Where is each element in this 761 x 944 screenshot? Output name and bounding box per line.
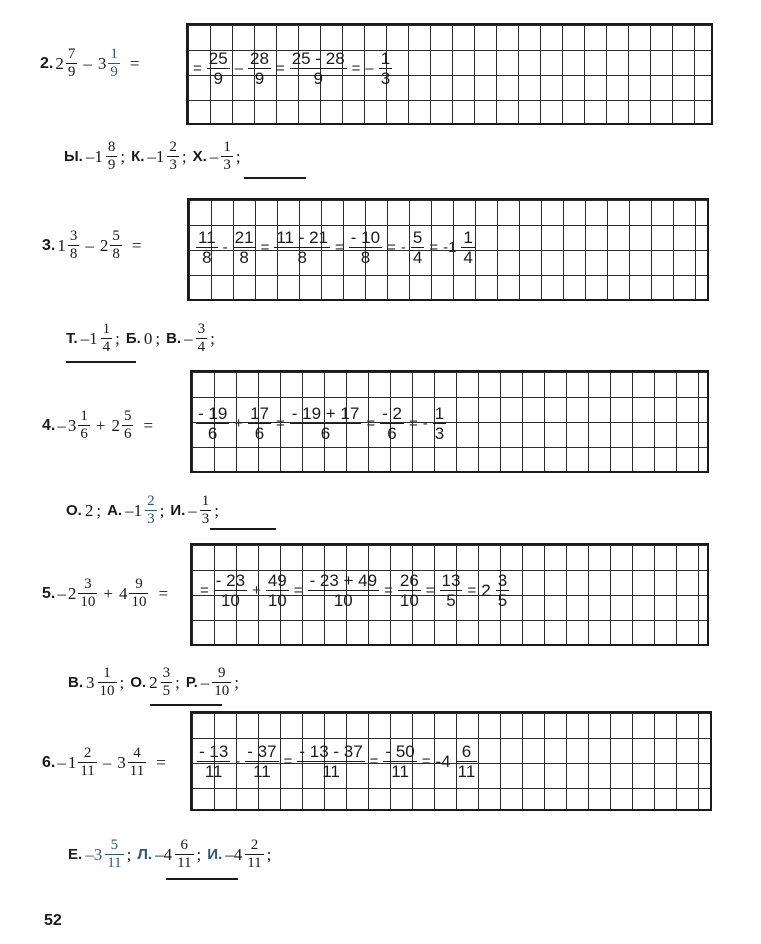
answer-underline [210,528,276,530]
fraction: $\frac{1}{6}$ [80,408,88,442]
handwritten-solution: $\frac{- 13}{11}$ - $\frac{- 37}{11}$ = $\frac{- 13 - 37}{11}$ = $\frac{- 50}{11}$ = -4 $\frac{6}{11}$ [199,742,476,781]
answer-options [68,666,239,699]
operator: – [83,53,92,73]
whole-part: 1 [57,235,66,255]
problem-2-expression [40,47,139,80]
option: И. –4 $\frac{2}{11}$ ; [207,837,272,871]
option-selected: И. – $\frac{1}{3}$ ; [170,493,219,527]
option: Б. 0 ; [125,328,161,348]
problem-number: 3. [42,236,56,254]
operator: + [103,583,113,603]
option-selected: Л. –4 $\frac{6}{11}$ ; [137,837,202,871]
fraction: $\frac{1}{9}$ [110,46,118,80]
whole-part: 3 [117,752,126,772]
operator: – [102,752,112,772]
option: В. – $\frac{3}{4}$ ; [166,321,215,355]
handwritten-solution: $\frac{- 19}{6}$ + $\frac{17}{6}$ = $\frac{- 19 + 17}{6}$ = $\frac{- 2}{6}$ = - $\frac{1}{3}$ [198,404,445,443]
answer-underline [244,177,306,179]
problem-number: 6. [42,753,56,771]
problem-number: 5. [42,584,56,602]
option-selected: О. 2 $\frac{3}{5}$ ; [130,665,180,699]
option: О. 2 ; [66,500,102,520]
option-selected: Т. –1 $\frac{1}{4}$ ; [66,321,120,355]
whole-part: 2 [67,583,77,603]
option: Р. – $\frac{9}{10}$ ; [185,665,239,699]
equals-sign: = [158,583,169,603]
sign: – [57,752,66,772]
answer-underline [166,878,238,880]
whole-part: 1 [67,752,77,772]
handwritten-solution: $\frac{11}{8}$ - $\frac{21}{8}$ = $\frac{11 - 21}{8}$ = $\frac{- 10}{8}$ = - $\frac{5}{4}$ = -1 $\frac{1}{4}$ [198,228,473,267]
sign: – [57,415,66,435]
equals-sign: = [131,235,142,255]
whole-part: 2 [99,235,109,255]
problem-5-expression [42,577,168,610]
equals-sign: = [129,53,140,73]
fraction: $\frac{7}{9}$ [67,46,76,80]
page-number: 52 [44,912,62,929]
answer-options [68,838,271,871]
problem-3-expression [42,229,141,262]
fraction: $\frac{4}{11}$ [129,745,145,779]
option: А. –1 $\frac{2}{3}$ ; [107,493,165,527]
handwritten-solution: = $\frac{25}{9}$ – $\frac{28}{9}$ = $\frac{25 - 28}{9}$ = – $\frac{1}{3}$ [193,49,391,88]
option: Е. –3 $\frac{5}{11}$ ; [68,837,132,871]
fraction: $\frac{2}{11}$ [80,745,95,779]
sign: – [57,583,66,603]
fraction: $\frac{5}{6}$ [123,408,132,442]
problem-number: 2. [40,54,54,72]
whole-part: 4 [118,583,128,603]
handwritten-solution: = $\frac{- 23}{10}$ + $\frac{49}{10}$ = $\frac{- 23 + 49}{10}$ = $\frac{26}{10}$ = $\frac{13}{5}$ = 2 $\frac{3}{5}$ [200,571,508,610]
operator: – [85,235,94,255]
problem-4-expression [42,409,153,442]
whole-part: 2 [111,415,120,435]
option: В. 3 $\frac{1}{10}$ ; [68,665,125,699]
option: К. –1 $\frac{2}{3}$ ; [131,139,187,173]
whole-part: 3 [97,53,107,73]
option-selected: Х. – $\frac{1}{3}$ ; [192,139,241,173]
whole-part: 3 [67,415,77,435]
problem-number: 4. [42,416,56,434]
equals-sign: = [156,752,166,772]
answer-options [66,494,219,527]
fraction: $\frac{9}{10}$ [131,576,147,610]
problem-6-expression [42,746,166,779]
fraction: $\frac{5}{8}$ [112,228,120,262]
operator: + [95,415,106,435]
fraction: $\frac{3}{8}$ [69,228,78,262]
answer-underline [66,361,136,363]
option: Ы. –1 $\frac{8}{9}$ ; [64,139,126,173]
answer-options [64,140,241,173]
answer-underline [150,704,222,706]
answer-options [66,322,215,355]
fraction: $\frac{3}{10}$ [80,576,96,610]
whole-part: 2 [55,53,64,73]
equals-sign: = [143,415,154,435]
